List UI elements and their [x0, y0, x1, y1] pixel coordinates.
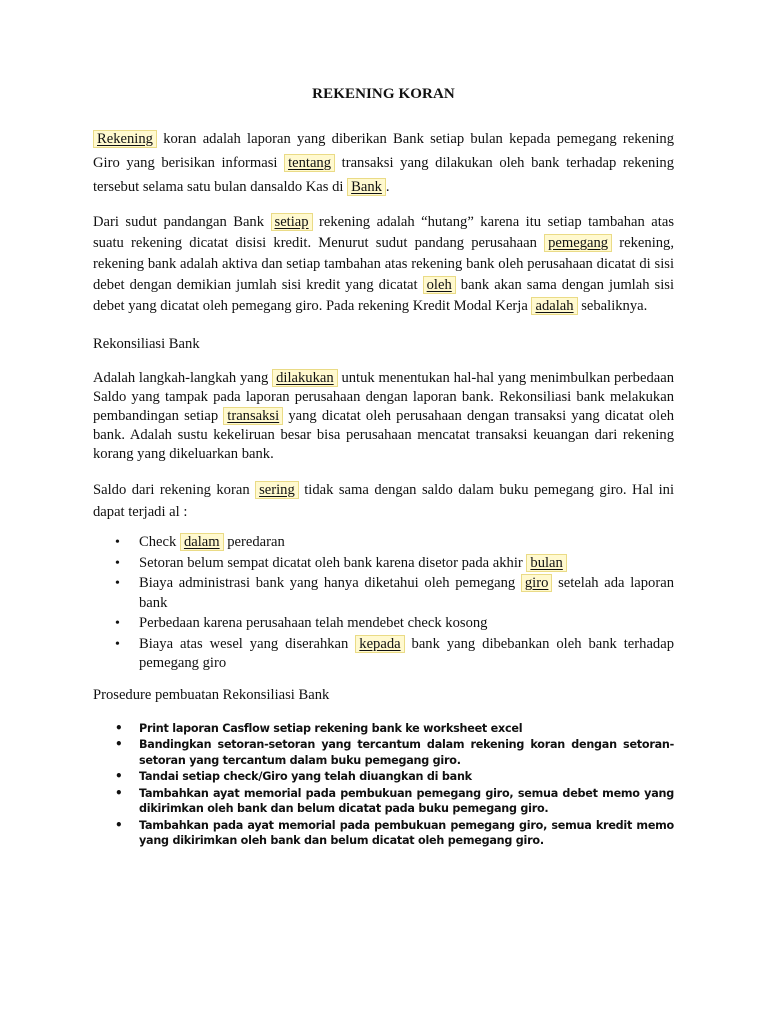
text: Saldo dari rekening koran — [93, 482, 256, 498]
highlight-transaksi[interactable]: transaksi — [223, 407, 283, 425]
paragraph-rekening-koran — [93, 127, 674, 199]
list-item: • Bandingkan setoran-setoran yang tercantum dalam rekening koran dengan setoran-setoran yang tercantum dalam buku pemegang giro. — [93, 737, 674, 768]
list-prosedure — [93, 721, 674, 849]
highlight-rekening[interactable]: Rekening — [93, 130, 157, 148]
text: Setoran belum sempat dicatat oleh bank karena disetor pada akhir — [139, 554, 527, 571]
list-item: • Tambahkan pada ayat memorial pada pembukuan pemegang giro, semua kredit memo yang dikirimkan oleh bank dan belum dicatat oleh pemegang giro. — [93, 818, 674, 849]
list-item — [93, 574, 674, 613]
text: untuk menentukan hal-hal yang menimbulkan perbedaan Saldo yang tampak pada laporan perusahaan dengan laporan bank. Rekonsiliasi bank melakukan pembandingan setiap — [93, 370, 674, 424]
text: Dari sudut pandangan Bank — [93, 214, 271, 230]
list-item: • Tambahkan ayat memorial pada pembukuan pemegang giro, semua debet memo yang dikirimkan oleh bank dan belum dicatat pada buku pemegang giro. — [93, 786, 674, 817]
paragraph-saldo — [93, 479, 674, 523]
list-item — [93, 635, 674, 674]
highlight-tentang[interactable]: tentang — [284, 154, 335, 172]
highlight-adalah[interactable]: adalah — [531, 297, 577, 315]
text: bank yang dibebankan oleh bank terhadap pemegang giro — [139, 635, 674, 671]
list-item: • Print laporan Casflow setiap rekening bank ke worksheet excel — [93, 721, 674, 737]
text: Check — [139, 534, 180, 550]
highlight-dilakukan[interactable]: dilakukan — [272, 369, 338, 387]
highlight-oleh[interactable]: oleh — [423, 276, 456, 294]
text: bank akan sama dengan jumlah sisi debet yang dicatat oleh pemegang giro. Pada rekening Kredit Modal Kerja — [93, 277, 675, 314]
text: setelah ada laporan bank — [139, 575, 674, 611]
list-penyebab — [93, 533, 674, 674]
text: Biaya atas wesel yang diserahkan — [139, 635, 356, 652]
highlight-giro[interactable]: giro — [521, 574, 553, 592]
text: tidak sama dengan saldo dalam buku pemegang giro. Hal ini dapat terjadi al : — [93, 482, 674, 520]
text: Adalah langkah-langkah yang — [93, 370, 273, 386]
text: sebaliknya. — [577, 298, 648, 314]
text: rekening adalah “hutang” karena itu setiap tambahan atas suatu rekening dicatat disisi kredit. Menurut sudut pandang perusahaan — [93, 214, 674, 251]
text: yang dicatat oleh perusahaan dengan transaksi yang dicatat oleh bank. Adalah sustu kekeliruan besar bisa perusahaan mencatat transaksi keuangan dari rekening korang yang dikeluarkan bank. — [93, 408, 674, 462]
text: Biaya administrasi bank yang hanya diketahui oleh pemegang — [139, 575, 521, 591]
text: peredaran — [223, 534, 285, 550]
list-item — [93, 614, 674, 634]
list-item — [93, 554, 674, 574]
highlight-sering[interactable]: sering — [255, 481, 299, 499]
highlight-pemegang[interactable]: pemegang — [544, 234, 612, 252]
section-heading-prosedure: Prosedure pembuatan Rekonsiliasi Bank — [93, 686, 330, 703]
paragraph-sudut-pandang — [93, 212, 674, 317]
text: . — [385, 179, 390, 195]
text: Perbedaan karena perusahaan telah mendebet check kosong — [139, 615, 488, 631]
text: transaksi yang dilakukan oleh bank terhadap rekening tersebut selama satu bulan dansaldo Kas di — [93, 155, 675, 195]
highlight-kepada[interactable]: kepada — [355, 635, 404, 653]
highlight-dalam[interactable]: dalam — [180, 533, 224, 551]
text: koran adalah laporan yang diberikan Bank setiap bulan kepada pemegang rekening Giro yang berisikan informasi — [93, 131, 674, 171]
paragraph-rekonsiliasi — [93, 369, 674, 464]
highlight-setiap[interactable]: setiap — [271, 213, 313, 231]
list-item — [93, 533, 674, 553]
highlight-bulan[interactable]: bulan — [526, 554, 566, 572]
text: rekening, rekening bank adalah aktiva dan setiap tambahan atas rekening bank oleh perusahaan dicatat di sisi debet dengan demikian jumlah sisi kredit yang dicatat — [93, 235, 674, 293]
section-heading-rekonsiliasi: Rekonsiliasi Bank — [93, 336, 200, 352]
highlight-bank[interactable]: Bank — [347, 178, 386, 196]
list-item: • Tandai setiap check/Giro yang telah diuangkan di bank — [93, 769, 674, 785]
document-title: REKENING KORAN — [312, 86, 455, 102]
